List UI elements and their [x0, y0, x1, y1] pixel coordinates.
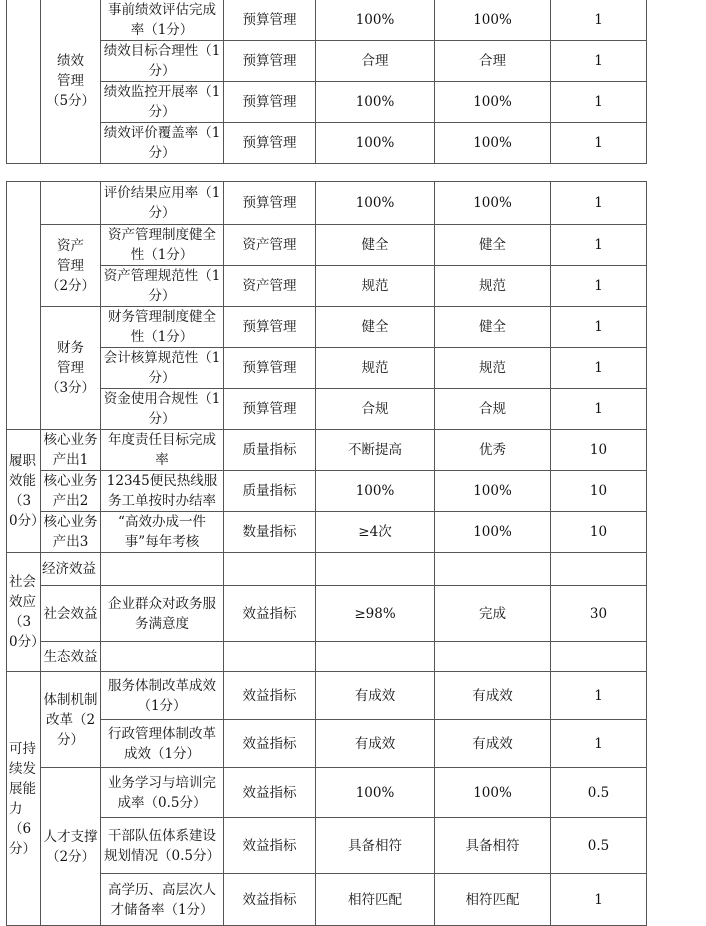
actual-value: 合规	[435, 389, 551, 430]
actual-value: 合理	[435, 41, 551, 82]
score-value: 1	[551, 41, 647, 82]
indicator-name: 绩效评价覆盖率（1分）	[101, 123, 224, 164]
group-asset-mgmt: 资产 管理 （2分）	[41, 225, 101, 307]
actual-value: 健全	[435, 225, 551, 266]
score-value: 1	[551, 123, 647, 164]
target-value: 健全	[316, 307, 435, 348]
level1-cell	[7, 182, 41, 430]
indicator-name: “高效办成一件事”每年考核	[101, 512, 224, 553]
score-value: 1	[551, 389, 647, 430]
score-value: 10	[551, 471, 647, 512]
indicator-name: 12345便民热线服务工单按时办结率	[101, 471, 224, 512]
actual-value: 100%	[435, 82, 551, 123]
indicator-type: 预算管理	[224, 123, 316, 164]
indicator-type: 资产管理	[224, 266, 316, 307]
actual-value: 优秀	[435, 430, 551, 471]
indicator-name: 资产管理规范性（1分）	[101, 266, 224, 307]
sub-group: 核心业务产出1	[41, 430, 101, 471]
indicator-name: 服务体制改革成效（1分）	[101, 672, 224, 720]
target-value: 100%	[316, 0, 435, 41]
target-value: 100%	[316, 123, 435, 164]
indicator-type: 效益指标	[224, 874, 316, 926]
score-value: 1	[551, 307, 647, 348]
actual-value: 有成效	[435, 720, 551, 768]
target-value: 相符匹配	[316, 874, 435, 926]
level1-cell	[7, 0, 41, 164]
indicator-name: 资金使用合规性（1分）	[101, 389, 224, 430]
sub-group: 核心业务产出3	[41, 512, 101, 553]
performance-table-top	[6, 0, 647, 164]
score-value: 30	[551, 586, 647, 642]
indicator-type: 预算管理	[224, 182, 316, 225]
indicator-name: 财务管理制度健全性（1分）	[101, 307, 224, 348]
target-value: 100%	[316, 182, 435, 225]
target-value: 100%	[316, 471, 435, 512]
group-duty-performance: 履职效能（30分）	[7, 430, 41, 553]
indicator-type: 质量指标	[224, 430, 316, 471]
indicator-name: 年度责任目标完成率	[101, 430, 224, 471]
target-value: ≥4次	[316, 512, 435, 553]
actual-value: 100%	[435, 0, 551, 41]
sub-group-talent: 人才支撑（2分）	[41, 768, 101, 926]
group-social-effect: 社会效应（30分）	[7, 553, 41, 672]
score-value: 1	[551, 348, 647, 389]
score-value: 1	[551, 720, 647, 768]
target-value: 有成效	[316, 720, 435, 768]
sub-group-economic: 经济效益	[41, 553, 101, 586]
group-sustainability: 可持续发展能力（6分）	[7, 672, 41, 926]
actual-value: 相符匹配	[435, 874, 551, 926]
target-value: 合规	[316, 389, 435, 430]
actual-value: 健全	[435, 307, 551, 348]
indicator-type: 效益指标	[224, 720, 316, 768]
indicator-type: 预算管理	[224, 41, 316, 82]
score-value: 1	[551, 182, 647, 225]
target-value: 100%	[316, 768, 435, 818]
score-value: 1	[551, 225, 647, 266]
target-value: 合理	[316, 41, 435, 82]
score-value: 1	[551, 266, 647, 307]
score-value: 1	[551, 82, 647, 123]
group-performance-mgmt: 绩效 管理 （5分）	[41, 0, 101, 164]
indicator-name: 绩效监控开展率（1分）	[101, 82, 224, 123]
score-value: 0.5	[551, 818, 647, 874]
indicator-type: 预算管理	[224, 389, 316, 430]
indicator-type: 效益指标	[224, 672, 316, 720]
sub-group-social: 社会效益	[41, 586, 101, 642]
group-cell	[41, 182, 101, 225]
sub-group-reform: 体制机制改革（2分）	[41, 672, 101, 768]
target-value: 规范	[316, 266, 435, 307]
indicator-type: 质量指标	[224, 471, 316, 512]
indicator-type: 资产管理	[224, 225, 316, 266]
indicator-name: 评价结果应用率（1分）	[101, 182, 224, 225]
actual-value: 完成	[435, 586, 551, 642]
indicator-type: 预算管理	[224, 348, 316, 389]
actual-value: 100%	[435, 182, 551, 225]
indicator-type: 效益指标	[224, 768, 316, 818]
score-value: 10	[551, 430, 647, 471]
target-value: 具备相符	[316, 818, 435, 874]
group-finance-mgmt: 财务 管理 （3分）	[41, 307, 101, 430]
target-value: 不断提高	[316, 430, 435, 471]
actual-value: 100%	[435, 768, 551, 818]
indicator-type: 预算管理	[224, 82, 316, 123]
actual-value: 具备相符	[435, 818, 551, 874]
performance-table-bottom	[6, 181, 647, 926]
indicator-type: 效益指标	[224, 818, 316, 874]
score-value: 1	[551, 874, 647, 926]
actual-value: 100%	[435, 471, 551, 512]
indicator-name: 企业群众对政务服务满意度	[101, 586, 224, 642]
indicator-name: 资产管理制度健全性（1分）	[101, 225, 224, 266]
actual-value: 100%	[435, 123, 551, 164]
indicator-type: 效益指标	[224, 586, 316, 642]
target-value: 规范	[316, 348, 435, 389]
actual-value: 100%	[435, 512, 551, 553]
indicator-type: 预算管理	[224, 307, 316, 348]
target-value: 有成效	[316, 672, 435, 720]
indicator-name: 行政管理体制改革成效（1分）	[101, 720, 224, 768]
indicator-name: 干部队伍体系建设规划情况（0.5分）	[101, 818, 224, 874]
score-value: 10	[551, 512, 647, 553]
indicator-name: 事前绩效评估完成率（1分）	[101, 0, 224, 41]
indicator-name: 高学历、高层次人才储备率（1分）	[101, 874, 224, 926]
sub-group: 核心业务产出2	[41, 471, 101, 512]
score-value: 1	[551, 672, 647, 720]
indicator-name: 绩效目标合理性（1分）	[101, 41, 224, 82]
actual-value: 规范	[435, 348, 551, 389]
score-value: 1	[551, 0, 647, 41]
actual-value: 规范	[435, 266, 551, 307]
sub-group-ecological: 生态效益	[41, 642, 101, 672]
indicator-type: 预算管理	[224, 0, 316, 41]
indicator-name: 会计核算规范性（1分）	[101, 348, 224, 389]
indicator-type: 数量指标	[224, 512, 316, 553]
indicator-name: 业务学习与培训完成率（0.5分）	[101, 768, 224, 818]
score-value: 0.5	[551, 768, 647, 818]
target-value: ≥98%	[316, 586, 435, 642]
target-value: 100%	[316, 82, 435, 123]
target-value: 健全	[316, 225, 435, 266]
actual-value: 有成效	[435, 672, 551, 720]
